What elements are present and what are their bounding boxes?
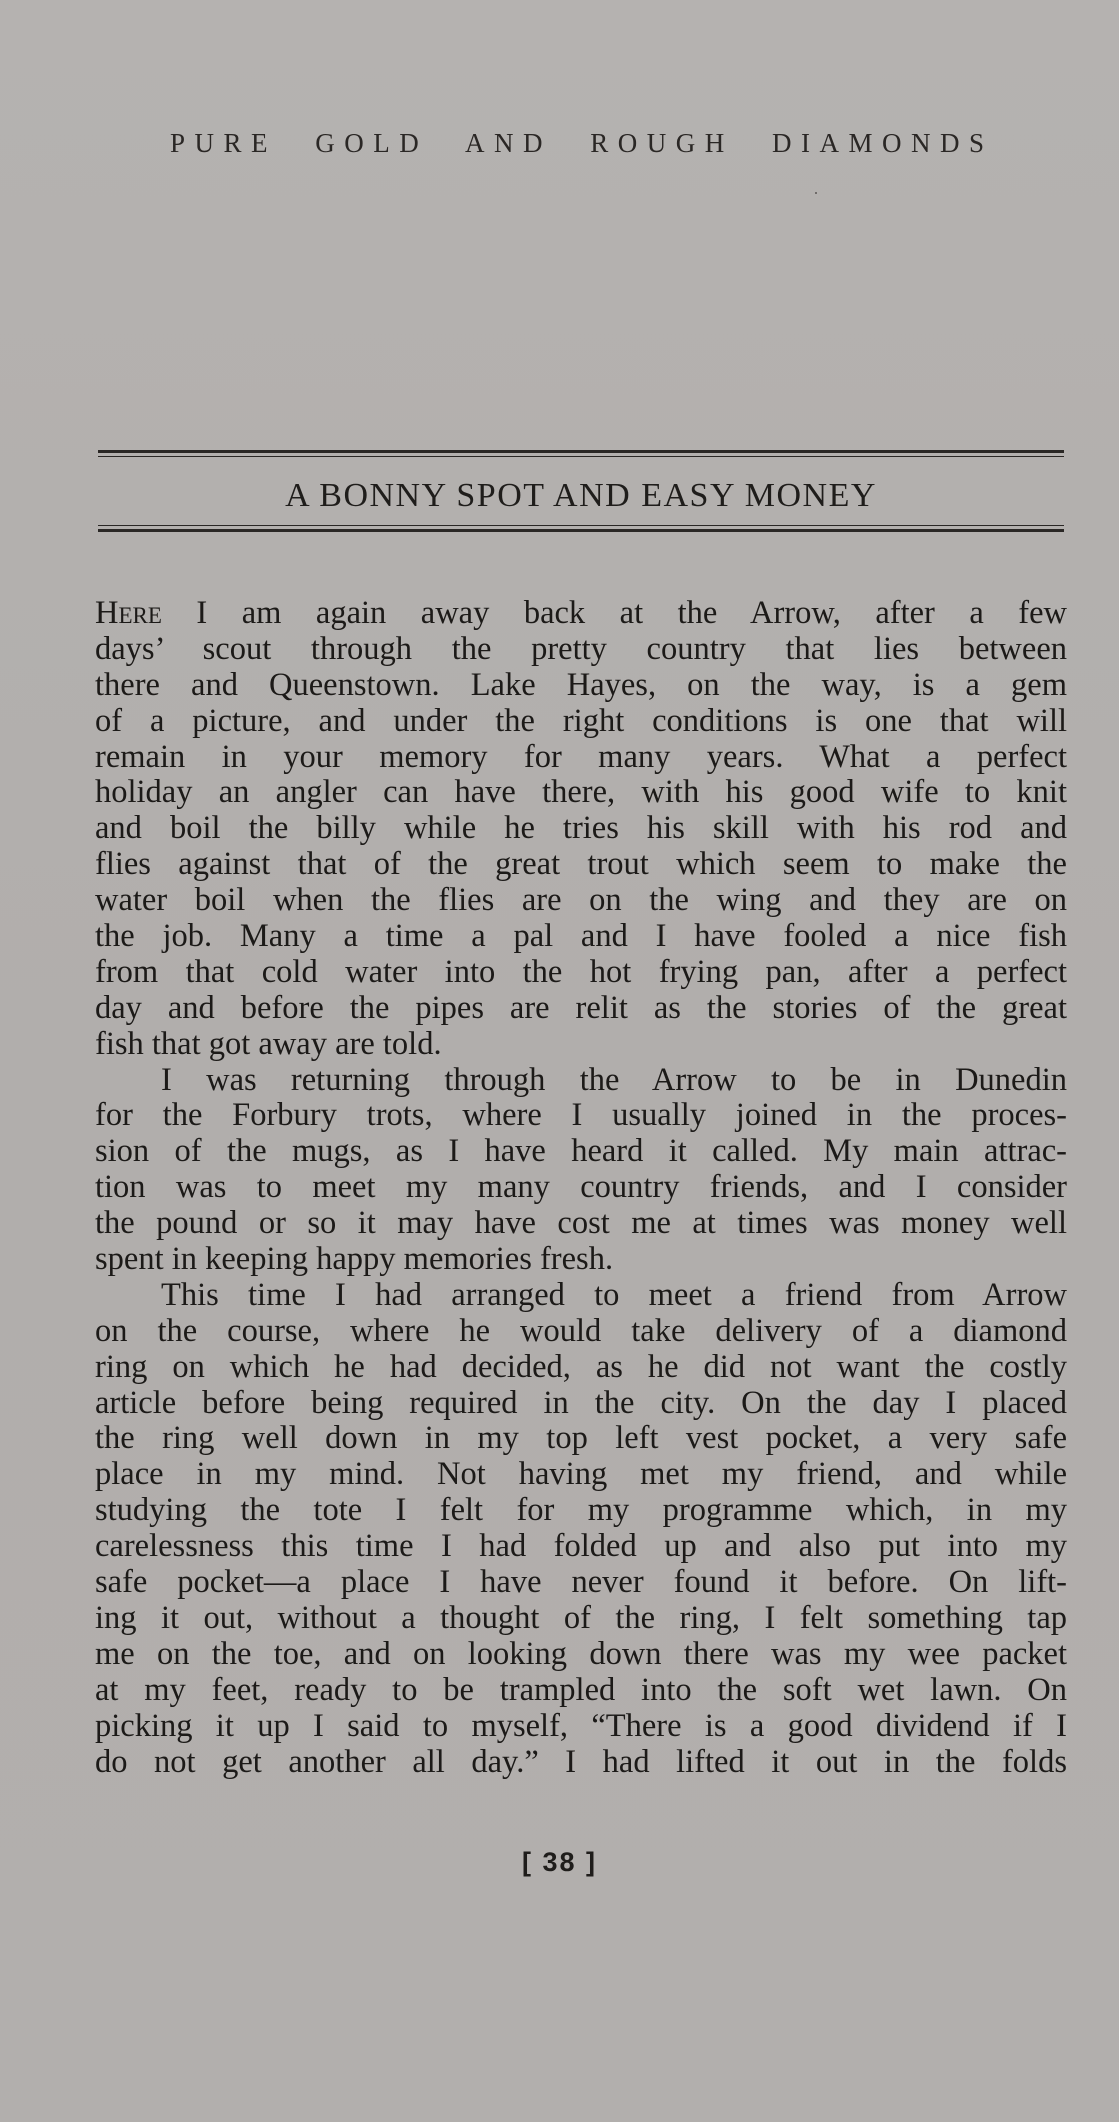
text-line: picking it up I said to myself, “There is a good dividend if I xyxy=(95,1707,1067,1744)
running-head: PURE GOLD AND ROUGH DIAMONDS xyxy=(170,128,994,158)
text-line: do not get another all day.” I had lifted it out in the folds xyxy=(95,1743,1067,1780)
text-line: ring on which he had decided, as he did not want the costly xyxy=(95,1348,1067,1385)
title-rule-top xyxy=(98,450,1064,457)
text-line: there and Queenstown. Lake Hayes, on the way, is a gem xyxy=(95,666,1067,703)
text-line: remain in your memory for many years. What a perfect xyxy=(95,738,1067,775)
text-line: the ring well down in my top left vest pocket, a very safe xyxy=(95,1420,1067,1457)
text-line: the pound or so it may have cost me at times was money well xyxy=(95,1205,1067,1242)
text-line: flies against that of the great trout which seem to make the xyxy=(95,846,1067,883)
text-line: carelessness this time I had folded up and also put into my xyxy=(95,1528,1067,1565)
opening-word: Here xyxy=(95,595,162,631)
text-line: for the Forbury trots, where I usually joined in the proces- xyxy=(95,1097,1067,1134)
text-line: article before being required in the city. On the day I placed xyxy=(95,1384,1067,1421)
text-line: of a picture, and under the right conditions is one that will xyxy=(95,702,1067,739)
text-line: the job. Many a time a pal and I have fooled a nice fish xyxy=(95,918,1067,955)
rule-thick-line xyxy=(98,450,1064,453)
text-line: from that cold water into the hot frying pan, after a perfect xyxy=(95,953,1067,990)
text-line: ing it out, without a thought of the ring, I felt something tap xyxy=(95,1599,1067,1636)
text-line: place in my mind. Not having met my friend, and while xyxy=(95,1456,1067,1493)
text-line xyxy=(95,596,1067,632)
text-line: day and before the pipes are relit as the stories of the great xyxy=(95,989,1067,1026)
text-line: sion of the mugs, as I have heard it called. My main attrac- xyxy=(95,1133,1067,1170)
text-line: days’ scout through the pretty country that lies between xyxy=(95,630,1067,667)
text-line: fish that got away are told. xyxy=(95,1025,442,1062)
text-line: safe pocket—a place I have never found it before. On lift- xyxy=(95,1564,1067,1601)
rule-thin-line xyxy=(98,456,1064,457)
title-rule-bottom xyxy=(98,525,1064,532)
text-line: at my feet, ready to be trampled into the soft wet lawn. On xyxy=(95,1671,1067,1708)
text-line: spent in keeping happy memories fresh. xyxy=(95,1241,614,1278)
text-line: studying the tote I felt for my programme which, in my xyxy=(95,1492,1067,1529)
text-line: and boil the billy while he tries his skill with his rod and xyxy=(95,810,1067,847)
rule-thick-line xyxy=(98,529,1064,532)
chapter-title: A BONNY SPOT AND EASY MONEY xyxy=(285,477,877,514)
text-line: water boil when the flies are on the wing and they are on xyxy=(95,882,1067,919)
paper-speck xyxy=(815,192,817,194)
text-line: on the course, where he would take delivery of a diamond xyxy=(95,1312,1067,1349)
text-line: holiday an angler can have there, with his good wife to knit xyxy=(95,774,1067,811)
text-line: I was returning through the Arrow to be in Dunedin xyxy=(161,1061,1067,1098)
text-line: tion was to meet my many country friends, and I consider xyxy=(95,1169,1067,1206)
body-text xyxy=(95,596,1067,1780)
text-line: me on the toe, and on looking down there was my wee packet xyxy=(95,1635,1067,1672)
text-line-rest: I am again away back at the Arrow, after a few xyxy=(161,595,1067,631)
rule-thin-line xyxy=(98,525,1064,526)
text-line: This time I had arranged to meet a friend from Arrow xyxy=(161,1276,1067,1313)
page-number: [ 38 ] xyxy=(521,1847,598,1877)
